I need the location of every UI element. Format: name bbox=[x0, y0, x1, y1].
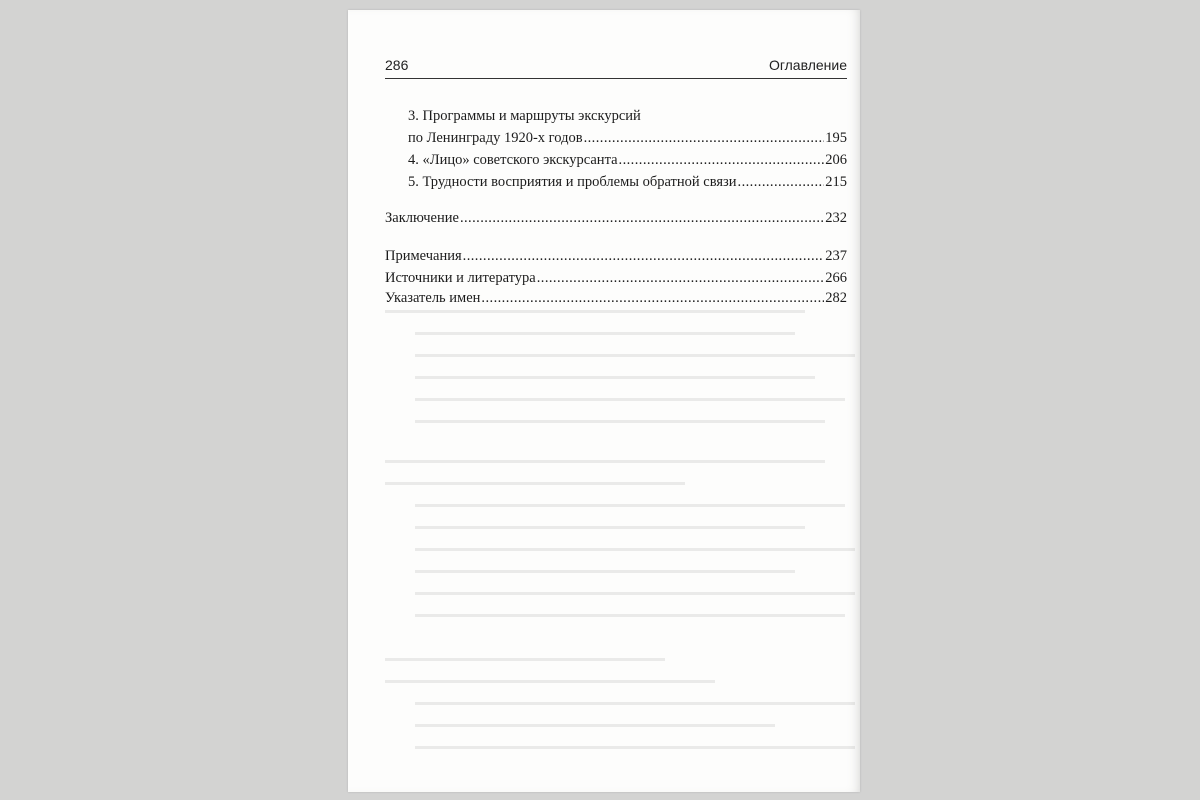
section-title: Оглавление bbox=[768, 57, 847, 73]
toc-entry-label: Примечания bbox=[385, 248, 462, 264]
page-number: 286 bbox=[385, 57, 409, 73]
toc-entry-page: 266 bbox=[825, 270, 847, 286]
toc-entry-page: 232 bbox=[825, 210, 847, 226]
toc-entry-page: 282 bbox=[825, 290, 847, 306]
toc-entry-conclusion bbox=[385, 209, 847, 227]
leader-dots bbox=[619, 151, 825, 169]
toc-entry-label: 5. Трудности восприятия и проблемы обратной связи bbox=[408, 174, 737, 190]
toc-entry-sources bbox=[385, 269, 847, 287]
running-header bbox=[385, 57, 847, 75]
toc-entry-5 bbox=[408, 173, 847, 191]
toc-entry-notes bbox=[385, 247, 847, 265]
toc-entry-label: Заключение bbox=[385, 210, 459, 226]
leader-dots bbox=[584, 129, 825, 147]
toc-entry-label: Источники и литература bbox=[385, 270, 536, 286]
toc-entry-4 bbox=[408, 151, 847, 169]
leader-dots bbox=[463, 247, 825, 265]
leader-dots bbox=[537, 269, 825, 287]
leader-dots bbox=[481, 289, 824, 307]
toc-entry-index bbox=[385, 289, 847, 307]
leader-dots bbox=[738, 173, 825, 191]
toc-entry-label: по Ленинграду 1920-х годов bbox=[408, 130, 583, 146]
toc-entry-3-line1: 3. Программы и маршруты экскурсий bbox=[408, 108, 641, 124]
toc-entry-label: 4. «Лицо» советского экскурсанта bbox=[408, 152, 618, 168]
toc-entry-page: 206 bbox=[825, 152, 847, 168]
header-rule bbox=[385, 78, 847, 79]
toc-entry-3 bbox=[408, 129, 847, 147]
toc-entry-page: 195 bbox=[825, 130, 847, 146]
leader-dots bbox=[460, 209, 824, 227]
toc-entry-page: 237 bbox=[825, 248, 847, 264]
book-page bbox=[348, 10, 860, 792]
toc-entry-label: Указатель имен bbox=[385, 290, 481, 306]
toc-entry-page: 215 bbox=[825, 174, 847, 190]
